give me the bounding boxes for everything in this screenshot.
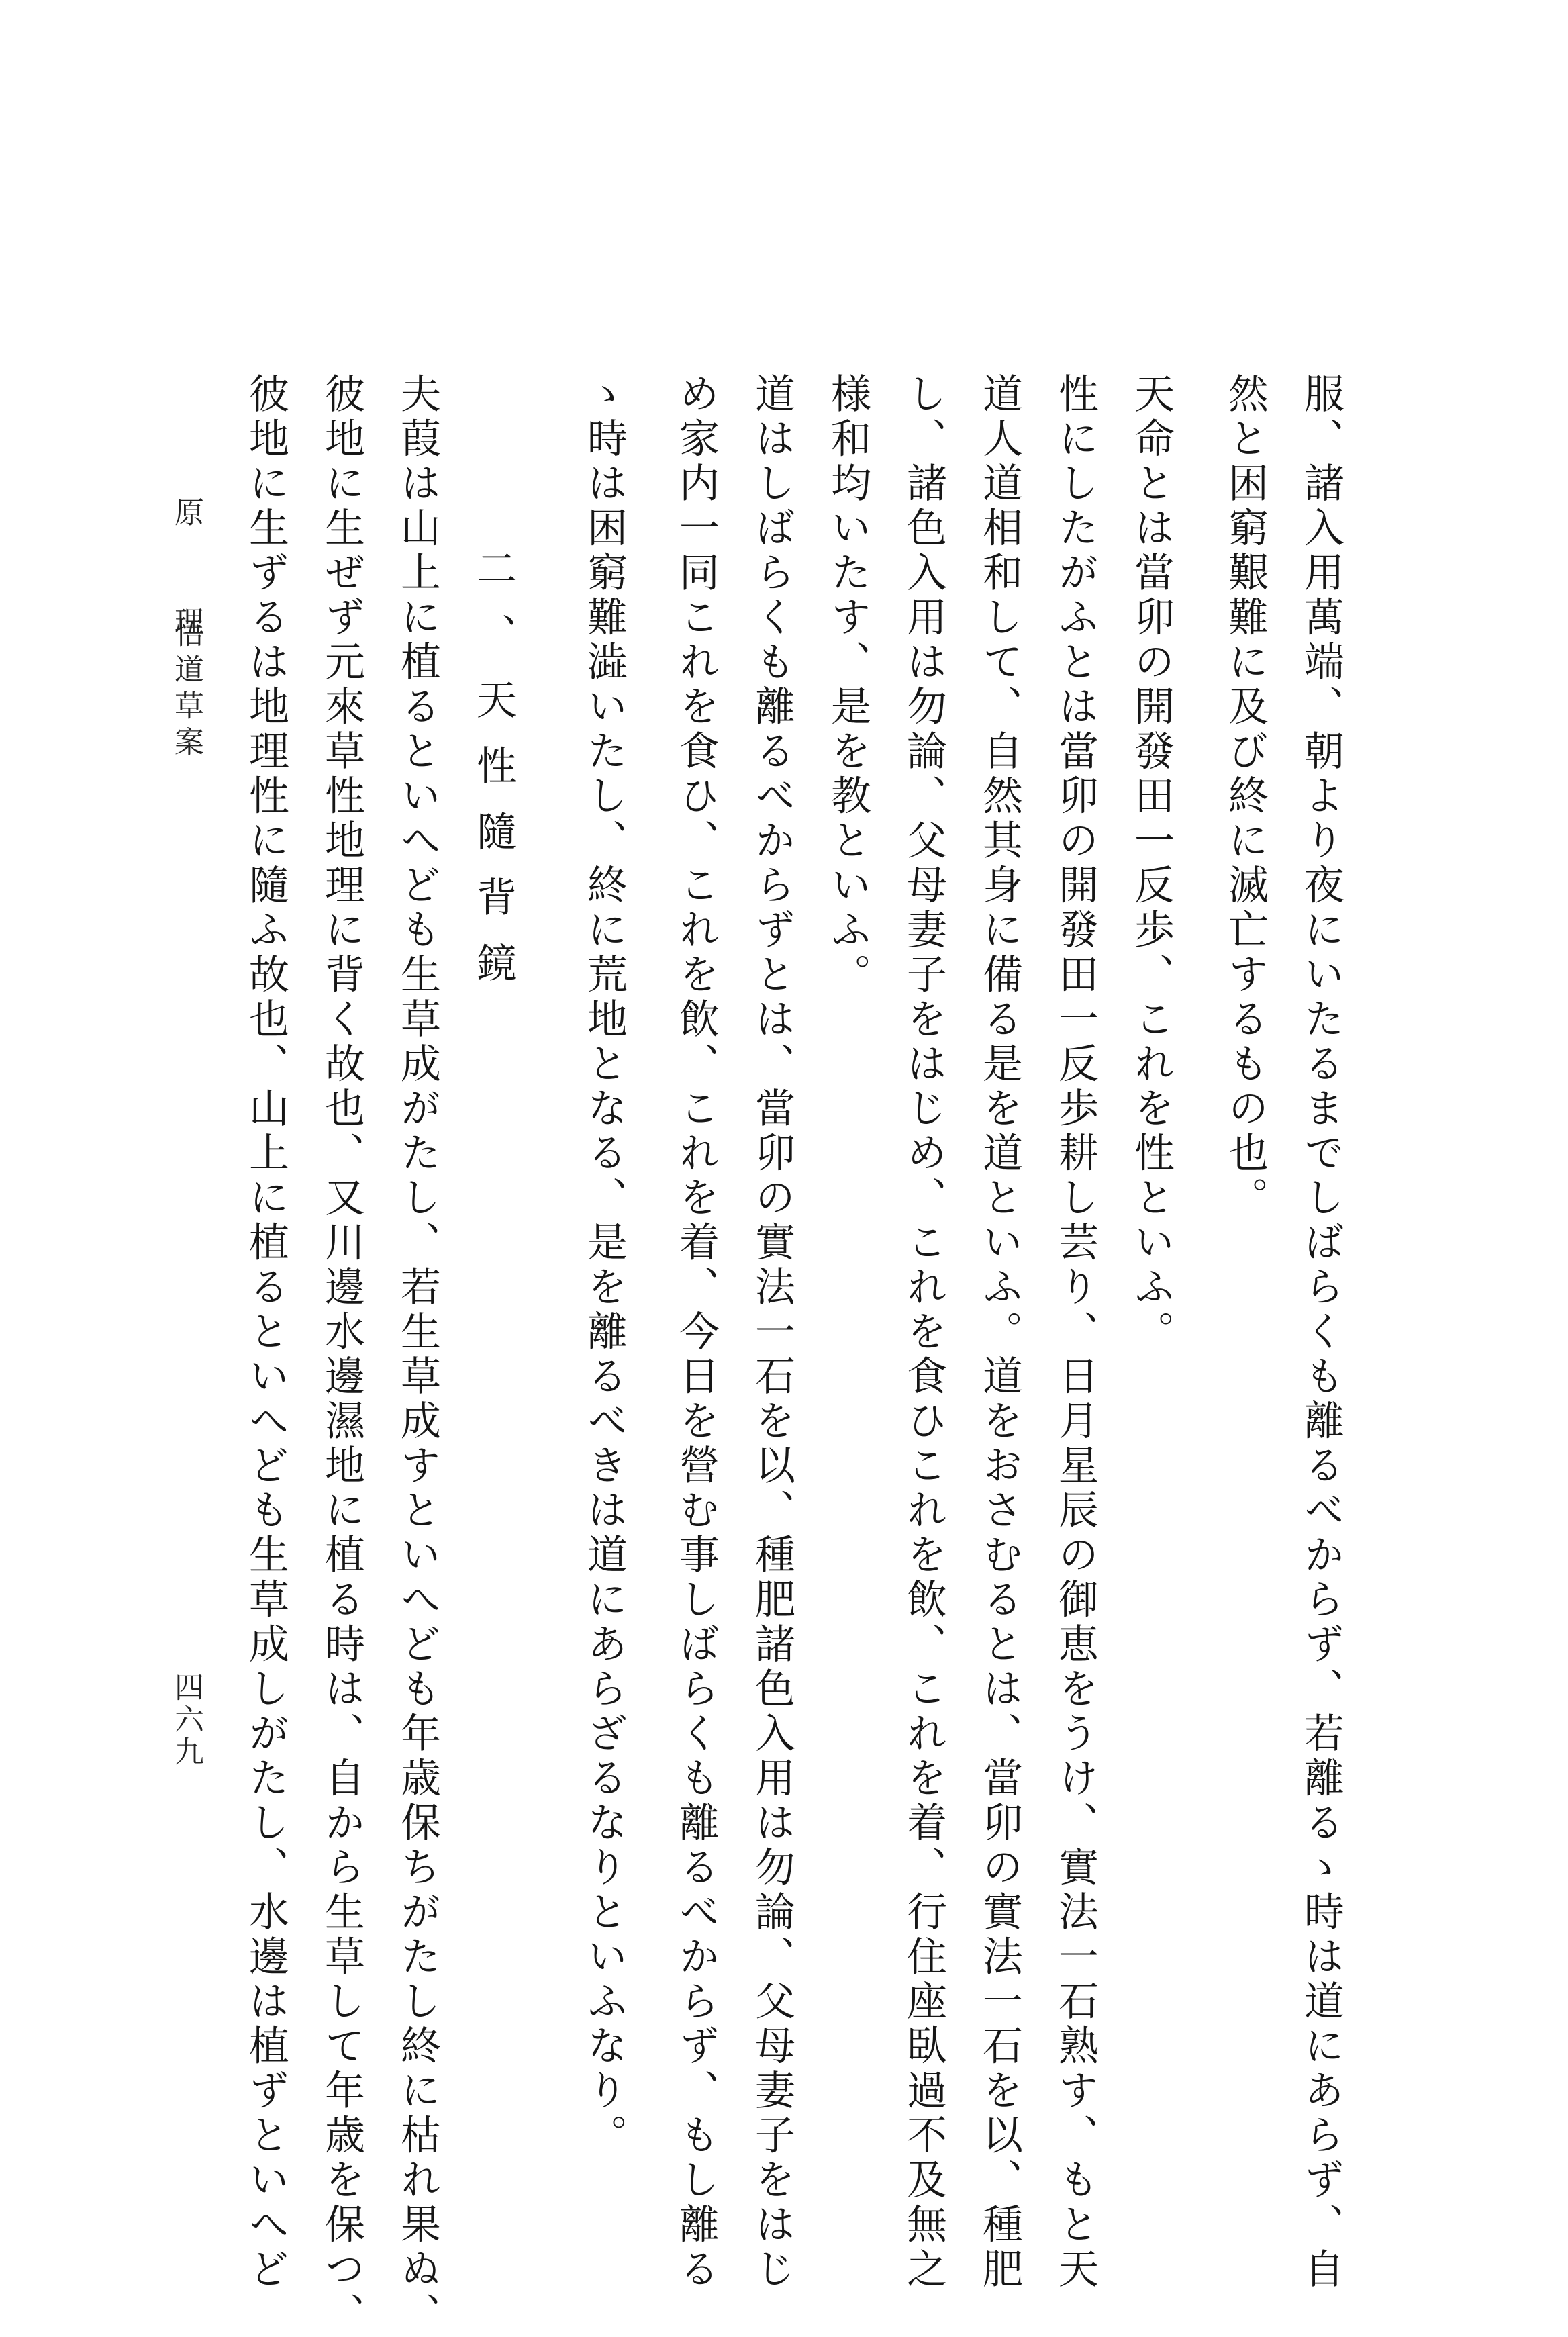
running-head-book: 原 理: [169, 497, 203, 659]
text-column: ゝ時は困窮難澁いたし、終に荒地となる、是を離るべきは道にあらざるなりといふなり。: [581, 373, 628, 2158]
text-column: 道人道相和して、自然其身に備る是を道といふ。道をおさむるとは、當卯の實法一石を以、種肥: [976, 373, 1023, 2293]
text-column: 様和均いたす、是を教といふ。: [824, 373, 871, 998]
section-text-column: 彼地に生ずるは地理性に隨ふ故也、山上に植るといへども生草成しがたし、水邊は植ずといへど: [242, 373, 289, 2293]
text-column: 然と困窮艱難に及び終に滅亡するもの也。: [1222, 373, 1269, 1221]
text-column: 性にしたがふとは當卯の開發田一反歩耕し芸り、日月星辰の御恵をうけ、實法一石熟す、もと天: [1052, 373, 1099, 2293]
section-text-column: 夫葭は山上に植るといへども生草成がたし、若生草成すといへども年歳保ちがたし終に枯れ果ぬ、: [394, 373, 441, 2337]
text-column: 道はしばらくも離るべからずとは、當卯の實法一石を以、種肥諸色入用は勿論、父母妻子をはじ: [748, 373, 795, 2293]
text-column: し、諸色入用は勿論、父母妻子をはじめ、これを食ひこれを飲、これを着、行住座臥過不及無之: [900, 373, 947, 2293]
page-number: 四六九: [169, 1672, 203, 1768]
section-heading: 二、天性隨背鏡: [470, 547, 517, 1008]
text-column: め家内一同これを食ひ、これを飲、これを着、今日を營む事しばらくも離るべからず、もし離る: [673, 373, 720, 2293]
text-column: 服、諸入用萬端、朝より夜にいたるまでしばらくも離るべからず、若離るゝ時は道にあらず、自: [1297, 373, 1344, 2293]
text-column: 天命とは當卯の開發田一反歩、これを性といふ。: [1128, 373, 1175, 1355]
section-text-column: 彼地に生ぜず元來草性地理に背く故也、又川邊水邊濕地に植る時は、自から生草して年歳を保つ、: [318, 373, 365, 2337]
running-head-title: 悟道草案: [169, 618, 203, 763]
